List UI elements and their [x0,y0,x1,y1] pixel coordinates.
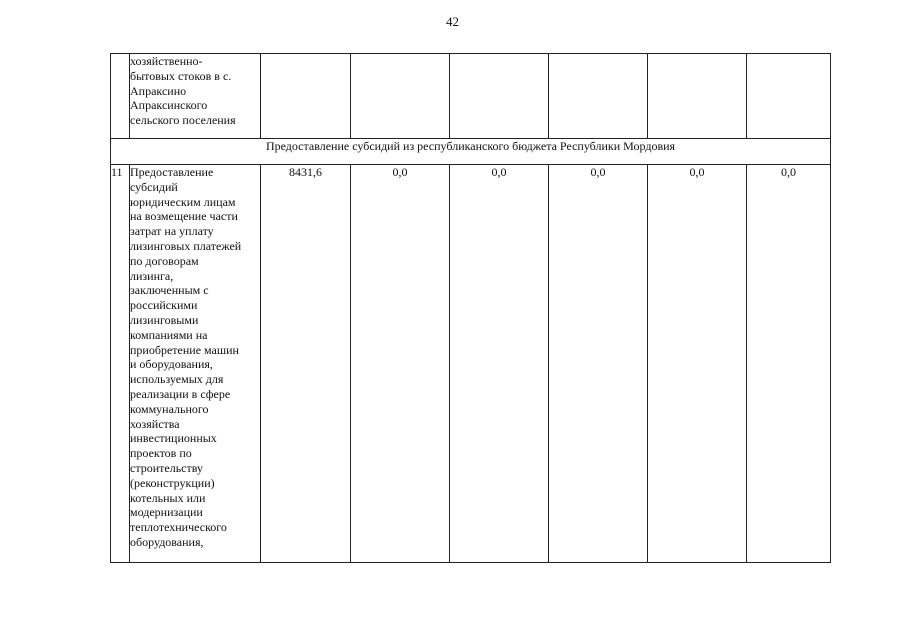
num-cell-empty [111,54,130,139]
activity-name-cell: Предоставление субсидий юридическим лицам на возмещение части затрат на уплату лизинговых платежей по договорам лизинга, заключенным с российскими лизинговыми компаниями на приобретение машин и оборудования, используемых для реализации в сфере коммунального хозяйства инвестиционных проектов по строительству (реконструкции) котельных или модернизации теплотехнического оборудования, [130,165,261,563]
table-row-item [111,165,831,563]
value-cell-empty [261,54,351,139]
section-title: Предоставление субсидий из республиканского бюджета Республики Мордовия [111,139,831,165]
value-cell: 0,0 [648,165,747,563]
value-cell-empty [648,54,747,139]
page-number: 42 [446,14,459,29]
value-cell: 0,0 [549,165,648,563]
value-cell-empty [450,54,549,139]
value-cell-empty [747,54,831,139]
program-table [110,53,831,563]
activity-name-cell: хозяйственно- бытовых стоков в с. Апраксино Апраксинского сельского поселения [130,54,261,139]
table-row-section [111,139,831,165]
row-number: 11 [111,165,130,563]
value-cell-empty [549,54,648,139]
value-cell: 0,0 [747,165,831,563]
value-cell: 8431,6 [261,165,351,563]
value-cell: 0,0 [450,165,549,563]
value-cell: 0,0 [351,165,450,563]
value-cell-empty [351,54,450,139]
table-row-continuation [111,54,831,139]
